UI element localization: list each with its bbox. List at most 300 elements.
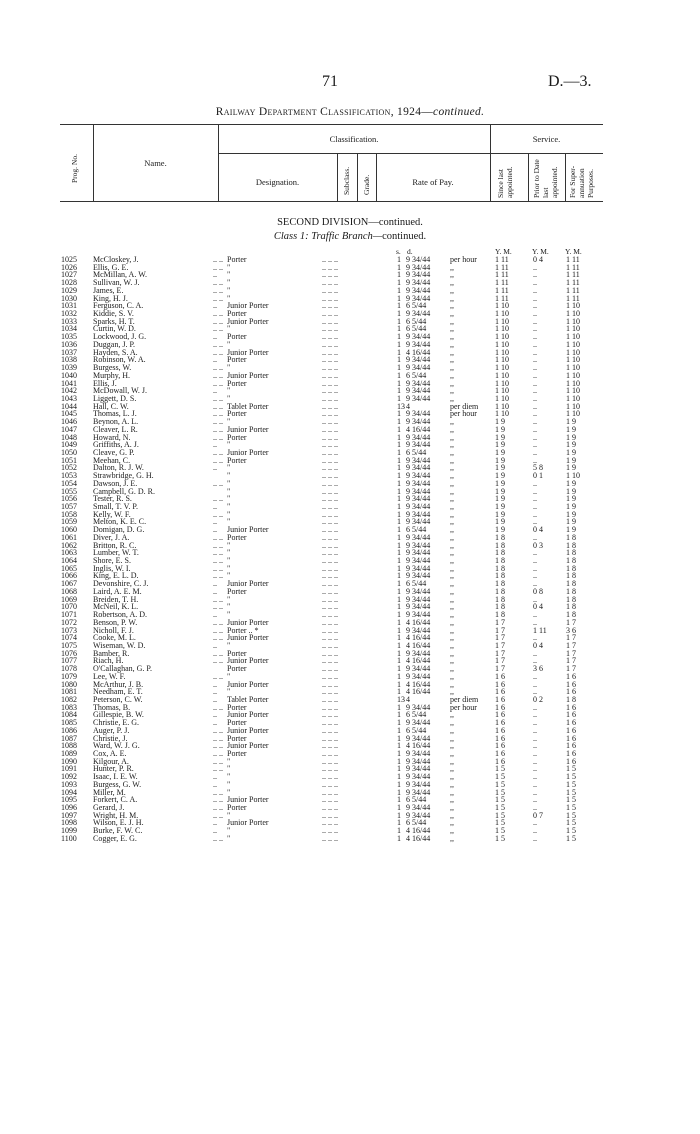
cell-shillings: 1 <box>397 671 401 681</box>
cell-prog-no: 1060 <box>61 525 77 535</box>
cell-leader-dots: .. .. .. <box>322 671 338 681</box>
cell-leader-dots: .. <box>213 826 217 836</box>
header-rate-of-pay: Rate of Pay. <box>412 177 454 187</box>
cell-name: Kilgour, A. <box>93 756 129 766</box>
cell-pence: 4 <box>406 694 410 704</box>
cell-leader-dots: .. .. <box>213 409 223 419</box>
cell-designation: Junior Porter <box>227 347 269 357</box>
cell-pay-period: ,, <box>450 602 454 612</box>
cell-designation: Junior Porter <box>227 741 269 751</box>
cell-pay-period: per hour <box>450 255 477 264</box>
cell-service-prior: .. <box>533 440 537 450</box>
cell-designation: " <box>227 687 231 697</box>
cell-shillings: 1 <box>397 440 401 450</box>
table-body <box>0 256 700 843</box>
cell-service-superannuation: 1 6 <box>566 671 576 681</box>
cell-service-prior: 0 4 <box>533 602 543 612</box>
cell-service-since-last: 1 7 <box>495 648 505 658</box>
cell-pence: 9 34/44 <box>406 571 431 581</box>
cell-leader-dots: .. .. .. <box>322 756 338 766</box>
cell-shillings: 1 <box>397 463 401 473</box>
cell-service-prior: .. <box>533 563 537 573</box>
cell-pay-period: ,, <box>450 818 454 828</box>
cell-name: Devonshire, C. J. <box>93 579 149 589</box>
cell-pence: 6 5/44 <box>406 301 427 311</box>
cell-shillings: 1 <box>397 363 401 373</box>
cell-leader-dots: .. <box>213 710 217 720</box>
cell-service-prior: .. <box>533 417 537 427</box>
cell-leader-dots: .. .. .. <box>322 656 338 666</box>
cell-service-prior: 0 8 <box>533 586 543 596</box>
cell-name: Burgess, G. W. <box>93 779 142 789</box>
cell-service-prior: .. <box>533 633 537 643</box>
cell-designation: " <box>227 486 231 496</box>
cell-shillings: 1 <box>397 787 401 797</box>
cell-leader-dots: .. .. .. <box>322 733 338 743</box>
cell-shillings: 1 <box>397 741 401 751</box>
cell-leader-dots: .. .. <box>213 656 223 666</box>
cell-pay-period: ,, <box>450 393 454 403</box>
cell-service-prior: .. <box>533 772 537 782</box>
cell-leader-dots: .. .. .. <box>322 586 338 596</box>
cell-service-since-last: 1 5 <box>495 787 505 797</box>
cell-shillings: 1 <box>397 355 401 365</box>
cell-designation: Porter .. * <box>227 625 259 635</box>
cell-pay-period: per hour <box>450 702 477 712</box>
cell-pay-period: ,, <box>450 262 454 272</box>
cell-name: Cooke, M. L. <box>93 633 136 643</box>
cell-leader-dots: .. .. <box>213 833 223 843</box>
cell-shillings: 1 <box>397 262 401 272</box>
cell-name: Riach, H. <box>93 656 124 666</box>
cell-service-superannuation: 1 10 <box>566 355 580 365</box>
cell-pay-period: ,, <box>450 779 454 789</box>
cell-leader-dots: .. <box>213 332 217 342</box>
cell-shillings: 1 <box>397 648 401 658</box>
cell-pence: 6 5/44 <box>406 370 427 380</box>
cell-service-since-last: 1 6 <box>495 687 505 697</box>
cell-leader-dots: .. .. .. <box>322 393 338 403</box>
cell-service-superannuation: 1 8 <box>566 556 576 566</box>
cell-service-superannuation: 1 9 <box>566 525 576 535</box>
cell-service-prior: 0 4 <box>533 525 543 535</box>
cell-prog-no: 1091 <box>61 764 77 774</box>
cell-name: Cleave, G. P. <box>93 447 135 457</box>
cell-pay-period: ,, <box>450 772 454 782</box>
cell-designation: Porter <box>227 733 247 743</box>
cell-designation: " <box>227 502 231 511</box>
cell-pence: 4 <box>406 401 410 411</box>
header-superannuation: For Super-annuation Purposes. <box>568 165 595 198</box>
cell-pay-period: ,, <box>450 424 454 434</box>
cell-designation: " <box>227 826 231 836</box>
cell-service-superannuation: 1 9 <box>566 486 576 496</box>
cell-pay-period: ,, <box>450 447 454 457</box>
cell-shillings: 1 <box>397 764 401 774</box>
cell-leader-dots: .. .. .. <box>322 401 338 411</box>
cell-service-superannuation: 1 10 <box>566 471 580 481</box>
cell-leader-dots: .. .. <box>213 756 223 766</box>
cell-service-superannuation: 1 10 <box>566 401 580 411</box>
cell-designation: Junior Porter <box>227 679 269 689</box>
cell-designation: Porter <box>227 702 247 712</box>
cell-service-since-last: 1 7 <box>495 633 505 643</box>
cell-service-prior: .. <box>533 424 537 434</box>
cell-service-superannuation: 1 10 <box>566 386 580 396</box>
cell-leader-dots: .. .. .. <box>322 779 338 789</box>
running-title-main: Railway Department Classification, 1924— <box>215 106 434 118</box>
cell-prog-no: 1096 <box>61 803 77 813</box>
cell-leader-dots: .. .. <box>213 702 223 712</box>
cell-name: Beynon, A. L. <box>93 417 139 427</box>
cell-pence: 9 34/44 <box>406 610 431 620</box>
cell-designation: Porter <box>227 332 247 342</box>
cell-leader-dots: .. .. .. <box>322 787 338 797</box>
header-divider <box>528 153 529 201</box>
cell-designation: " <box>227 764 231 774</box>
cell-pay-period: ,, <box>450 725 454 735</box>
cell-leader-dots: .. .. .. <box>322 424 338 434</box>
cell-service-superannuation: 1 7 <box>566 633 576 643</box>
cell-designation: Porter <box>227 255 247 264</box>
cell-name: Melton, K. E. C. <box>93 517 147 527</box>
cell-designation: Junior Porter <box>227 710 269 720</box>
cell-prog-no: 1072 <box>61 617 77 627</box>
cell-leader-dots: .. <box>213 610 217 620</box>
cell-designation: " <box>227 563 231 573</box>
cell-service-since-last: 1 9 <box>495 478 505 488</box>
cell-service-since-last: 1 9 <box>495 417 505 427</box>
cell-prog-no: 1040 <box>61 370 77 380</box>
cell-leader-dots: .. .. .. <box>322 301 338 311</box>
cell-service-since-last: 1 10 <box>495 378 509 388</box>
cell-leader-dots: .. .. .. <box>322 702 338 712</box>
cell-shillings: 1 <box>397 293 401 303</box>
cell-name: Howard, N. <box>93 432 131 442</box>
cell-leader-dots: .. .. .. <box>322 309 338 319</box>
cell-shillings: 1 <box>397 733 401 743</box>
cell-pence: 9 34/44 <box>406 417 431 427</box>
cell-leader-dots: .. .. .. <box>322 525 338 535</box>
cell-leader-dots: .. <box>213 772 217 782</box>
cell-designation: Junior Porter <box>227 633 269 643</box>
cell-designation: " <box>227 278 231 288</box>
cell-prog-no: 1059 <box>61 517 77 527</box>
cell-service-superannuation: 3 6 <box>566 625 576 635</box>
cell-pay-period: ,, <box>450 386 454 396</box>
cell-designation: Porter <box>227 455 247 465</box>
cell-pence: 9 34/44 <box>406 625 431 635</box>
cell-service-since-last: 1 6 <box>495 725 505 735</box>
cell-leader-dots: .. .. .. <box>322 262 338 272</box>
cell-name: Griffiths, A. J. <box>93 440 139 450</box>
cell-shillings: 1 <box>397 710 401 720</box>
cell-designation: " <box>227 262 231 272</box>
cell-service-prior: .. <box>533 301 537 311</box>
cell-pay-period: ,, <box>450 463 454 473</box>
cell-service-prior: 3 6 <box>533 664 543 674</box>
cell-shillings: 1 <box>397 432 401 442</box>
cell-service-superannuation: 1 7 <box>566 617 576 627</box>
cell-prog-no: 1045 <box>61 409 77 419</box>
header-grade: Grade. <box>362 174 371 195</box>
cell-service-prior: .. <box>533 617 537 627</box>
cell-leader-dots: .. .. .. <box>322 617 338 627</box>
cell-leader-dots: .. .. .. <box>322 370 338 380</box>
cell-pay-period: ,, <box>450 741 454 751</box>
cell-pay-period: ,, <box>450 810 454 820</box>
header-divider <box>565 153 566 201</box>
cell-leader-dots: .. .. <box>213 378 223 388</box>
cell-service-prior: .. <box>533 795 537 805</box>
cell-leader-dots: .. .. <box>213 633 223 643</box>
cell-service-superannuation: 1 10 <box>566 347 580 357</box>
cell-pay-period: ,, <box>450 556 454 566</box>
cell-service-since-last: 1 6 <box>495 718 505 728</box>
cell-pence: 4 16/44 <box>406 833 431 843</box>
cell-service-superannuation: 1 10 <box>566 363 580 373</box>
cell-shillings: 1 <box>397 424 401 434</box>
cell-leader-dots: .. .. <box>213 548 223 558</box>
cell-leader-dots: .. .. .. <box>322 725 338 735</box>
cell-service-since-last: 1 9 <box>495 424 505 434</box>
cell-prog-no: 1073 <box>61 625 77 635</box>
cell-shillings: 1 <box>397 347 401 357</box>
cell-prog-no: 1056 <box>61 494 77 504</box>
cell-name: McCloskey, J. <box>93 255 139 264</box>
unit-prior: Y. M. <box>532 247 549 256</box>
cell-service-superannuation: 1 11 <box>566 270 580 280</box>
cell-service-superannuation: 1 6 <box>566 679 576 689</box>
header-designation: Designation. <box>255 177 300 187</box>
cell-service-superannuation: 1 6 <box>566 725 576 735</box>
class-heading <box>0 231 700 242</box>
cell-designation: Porter <box>227 664 247 674</box>
cell-name: Ellis, G. E. <box>93 262 129 272</box>
cell-name: Thomas, L. J. <box>93 409 137 419</box>
cell-prog-no: 1027 <box>61 270 77 280</box>
cell-leader-dots: .. .. <box>213 455 223 465</box>
cell-leader-dots: .. .. .. <box>322 478 338 488</box>
cell-pay-period: ,, <box>450 787 454 797</box>
cell-name: Peterson, C. W. <box>93 694 143 704</box>
cell-pay-period: per diem <box>450 401 479 411</box>
cell-leader-dots: .. .. .. <box>322 764 338 774</box>
cell-pay-period: ,, <box>450 363 454 373</box>
cell-service-superannuation: 1 8 <box>566 594 576 604</box>
cell-service-since-last: 1 9 <box>495 432 505 442</box>
cell-shillings: 1 <box>397 517 401 527</box>
cell-service-prior: .. <box>533 818 537 828</box>
cell-service-prior: 0 7 <box>533 810 543 820</box>
cell-leader-dots: .. .. <box>213 795 223 805</box>
cell-shillings: 1 <box>397 749 401 758</box>
cell-pence: 9 34/44 <box>406 602 431 612</box>
cell-name: Meehan, C. <box>93 455 131 465</box>
cell-pence: 9 34/44 <box>406 718 431 728</box>
header-classification: Classification. <box>329 134 379 144</box>
cell-service-since-last: 1 9 <box>495 502 505 511</box>
cell-service-prior: 0 2 <box>533 694 543 704</box>
cell-service-superannuation: 1 9 <box>566 417 576 427</box>
cell-prog-no: 1052 <box>61 463 77 473</box>
cell-service-since-last: 1 11 <box>495 293 509 303</box>
cell-name: Thomas, B. <box>93 702 131 712</box>
cell-service-since-last: 1 8 <box>495 610 505 620</box>
cell-shillings: 1 <box>397 617 401 627</box>
cell-designation: Porter <box>227 532 247 542</box>
cell-leader-dots: .. .. <box>213 293 223 303</box>
cell-shillings: 1 <box>397 664 401 674</box>
cell-shillings: 1 <box>397 795 401 805</box>
cell-service-superannuation: 1 9 <box>566 509 576 519</box>
cell-pay-period: ,, <box>450 718 454 728</box>
cell-prog-no: 1050 <box>61 447 77 457</box>
cell-prog-no: 1070 <box>61 602 77 612</box>
cell-service-prior: .. <box>533 710 537 720</box>
cell-name: Small, T. V. P. <box>93 502 138 511</box>
cell-prog-no: 1084 <box>61 710 77 720</box>
cell-name: McArthur, J. B. <box>93 679 144 689</box>
cell-service-superannuation: 1 9 <box>566 478 576 488</box>
cell-pence: 9 34/44 <box>406 803 431 813</box>
cell-pay-period: ,, <box>450 548 454 558</box>
cell-pence: 4 16/44 <box>406 826 431 836</box>
cell-leader-dots: .. .. .. <box>322 833 338 843</box>
cell-service-prior: .. <box>533 324 537 334</box>
cell-name: McMillan, A. W. <box>93 270 148 280</box>
cell-leader-dots: .. .. .. <box>322 447 338 457</box>
cell-pay-period: ,, <box>450 795 454 805</box>
cell-leader-dots: .. .. .. <box>322 540 338 550</box>
cell-pay-period: ,, <box>450 532 454 542</box>
cell-pence: 9 34/44 <box>406 648 431 658</box>
cell-leader-dots: .. <box>213 386 217 396</box>
cell-service-prior: 5 8 <box>533 463 543 473</box>
cell-name: Gillespie, B. W. <box>93 710 144 720</box>
cell-prog-no: 1094 <box>61 787 77 797</box>
cell-leader-dots: .. .. <box>213 401 223 411</box>
cell-leader-dots: .. .. <box>213 285 223 295</box>
cell-pay-period: ,, <box>450 471 454 481</box>
cell-designation: " <box>227 494 231 504</box>
cell-service-prior: .. <box>533 278 537 288</box>
cell-service-superannuation: 1 10 <box>566 393 580 403</box>
cell-leader-dots: .. .. <box>213 278 223 288</box>
cell-leader-dots: .. .. .. <box>322 826 338 836</box>
cell-service-since-last: 1 5 <box>495 795 505 805</box>
cell-leader-dots: .. .. .. <box>322 432 338 442</box>
cell-prog-no: 1085 <box>61 718 77 728</box>
cell-name: Dalton, R. J. W. <box>93 463 144 473</box>
header-divider <box>218 153 603 154</box>
cell-prog-no: 1047 <box>61 424 77 434</box>
cell-leader-dots: .. .. <box>213 648 223 658</box>
cell-service-prior: .. <box>533 733 537 743</box>
cell-service-prior: .. <box>533 679 537 689</box>
cell-leader-dots: .. .. .. <box>322 378 338 388</box>
cell-service-prior: 0 1 <box>533 471 543 481</box>
cell-name: Cox, A. E. <box>93 749 127 758</box>
cell-service-superannuation: 1 8 <box>566 602 576 612</box>
cell-pence: 4 16/44 <box>406 347 431 357</box>
cell-shillings: 1 <box>397 285 401 295</box>
cell-pay-period: ,, <box>450 517 454 527</box>
cell-service-superannuation: 1 10 <box>566 409 580 419</box>
cell-pay-period: ,, <box>450 664 454 674</box>
cell-shillings: 1 <box>397 679 401 689</box>
cell-service-since-last: 1 5 <box>495 810 505 820</box>
cell-service-since-last: 1 9 <box>495 471 505 481</box>
cell-prog-no: 1033 <box>61 316 77 326</box>
cell-name: Sparks, H. T. <box>93 316 135 326</box>
cell-service-superannuation: 1 7 <box>566 648 576 658</box>
cell-designation: " <box>227 571 231 581</box>
cell-prog-no: 1066 <box>61 571 77 581</box>
cell-shillings: 13 <box>397 401 405 411</box>
cell-shillings: 1 <box>397 316 401 326</box>
cell-shillings: 1 <box>397 725 401 735</box>
cell-name: O'Callaghan, G. P. <box>93 664 152 674</box>
cell-prog-no: 1087 <box>61 733 77 743</box>
cell-service-since-last: 1 5 <box>495 772 505 782</box>
cell-pence: 9 34/44 <box>406 810 431 820</box>
cell-shillings: 1 <box>397 332 401 342</box>
cell-designation: " <box>227 285 231 295</box>
cell-leader-dots: .. .. .. <box>322 772 338 782</box>
cell-service-prior: .. <box>533 556 537 566</box>
cell-service-superannuation: 1 9 <box>566 424 576 434</box>
cell-leader-dots: .. .. .. <box>322 633 338 643</box>
cell-designation: " <box>227 509 231 519</box>
cell-service-superannuation: 1 5 <box>566 795 576 805</box>
cell-service-prior: .. <box>533 386 537 396</box>
cell-prog-no: 1025 <box>61 255 77 264</box>
cell-designation: Porter <box>227 355 247 365</box>
cell-leader-dots: .. .. .. <box>322 664 338 674</box>
cell-designation: Junior Porter <box>227 316 269 326</box>
cell-service-superannuation: 1 6 <box>566 702 576 712</box>
cell-pence: 9 34/44 <box>406 749 431 758</box>
cell-service-prior: .. <box>533 370 537 380</box>
cell-pay-period: ,, <box>450 494 454 504</box>
cell-service-prior: .. <box>533 478 537 488</box>
cell-service-prior: .. <box>533 502 537 511</box>
cell-prog-no: 1037 <box>61 347 77 357</box>
cell-shillings: 1 <box>397 255 401 264</box>
cell-name: Christie, E. G. <box>93 718 139 728</box>
cell-leader-dots: .. <box>213 718 217 728</box>
cell-service-prior: .. <box>533 648 537 658</box>
cell-name: Diver, J. A. <box>93 532 130 542</box>
cell-service-superannuation: 1 6 <box>566 718 576 728</box>
cell-shillings: 1 <box>397 509 401 519</box>
cell-leader-dots: .. .. .. <box>322 563 338 573</box>
cell-prog-no: 1071 <box>61 610 77 620</box>
cell-service-superannuation: 1 10 <box>566 301 580 311</box>
cell-shillings: 1 <box>397 625 401 635</box>
cell-pence: 9 34/44 <box>406 293 431 303</box>
cell-service-superannuation: 1 7 <box>566 664 576 674</box>
cell-pay-period: ,, <box>450 586 454 596</box>
cell-designation: Porter <box>227 432 247 442</box>
cell-name: Lumber, W. T. <box>93 548 139 558</box>
cell-leader-dots: .. .. .. <box>322 409 338 419</box>
cell-service-superannuation: 1 8 <box>566 610 576 620</box>
cell-pay-period: ,, <box>450 270 454 280</box>
cell-prog-no: 1049 <box>61 440 77 450</box>
cell-pay-period: per hour <box>450 409 477 419</box>
